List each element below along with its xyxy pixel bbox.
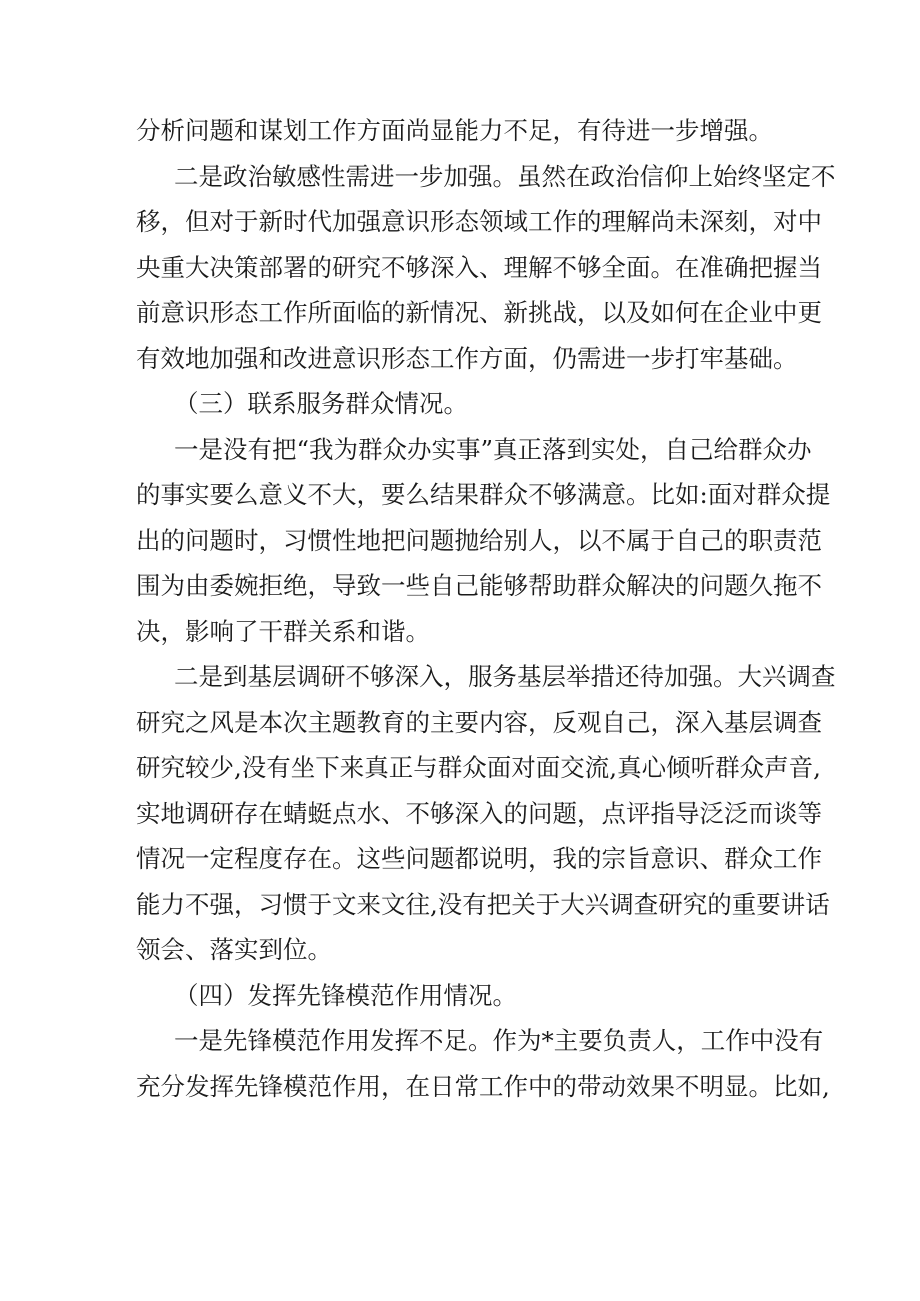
text-line: 有效地加强和改进意识形态工作方面，仍需进一步打牢基础。 [136,343,798,373]
text-line: 的事实要么意义不大，要么结果群众不够满意。比如:面对群众提 [136,480,831,509]
text-line: 能力不强，习惯于文来文往,没有把关于大兴调查研究的重要讲话 [136,889,830,919]
text-line: 充分发挥先锋模范作用，在日常工作中的带动效果不明显。比如, [136,1071,830,1101]
text-line: 前意识形态工作所面临的新情况、新挑战，以及如何在企业中更 [136,298,822,327]
text-line: 实地调研存在蜻蜓点水、不够深入的问题，点评指导泛泛而谈等 [136,798,822,828]
text-line: 领会、落实到位。 [136,935,332,964]
text-line: 研究之风是本次主题教育的主要内容，反观自己，深入基层调查 [136,707,822,737]
section-heading: （四）发挥先锋模范作用情况。 [174,980,517,1010]
body-text [136,108,836,1109]
text-line: 一是先锋模范作用发挥不足。作为*主要负责人，工作中没有 [174,1026,824,1055]
text-line: 央重大决策部署的研究不够深入、理解不够全面。在准确把握当 [136,252,822,282]
text-line: 二是到基层调研不够深入，服务基层举措还待加强。大兴调查 [174,662,836,691]
text-line: 决，影响了干群关系和谐。 [136,616,430,646]
text-line: 情况一定程度存在。这些问题都说明，我的宗旨意识、群众工作 [136,844,822,873]
text-line: 分析问题和谋划工作方面尚显能力不足，有待进一步增强。 [136,116,773,145]
text-line: 出的问题时，习惯性地把问题抛给别人，以不属于自己的职责范 [136,525,822,555]
text-line: 二是政治敏感性需进一步加强。虽然在政治信仰上始终坚定不 [174,161,836,191]
text-line: 一是没有把“我为群众办实事”真正落到实处，自己给群众办 [174,434,812,464]
section-heading: （三）联系服务群众情况。 [174,389,468,418]
text-line: 研究较少,没有坐下来真正与群众面对面交流,真心倾听群众声音, [136,753,821,782]
text-line: 围为由委婉拒绝，导致一些自己能够帮助群众解决的问题久拖不 [136,571,822,600]
text-line: 移，但对于新时代加强意识形态领域工作的理解尚未深刻，对中 [136,207,822,236]
